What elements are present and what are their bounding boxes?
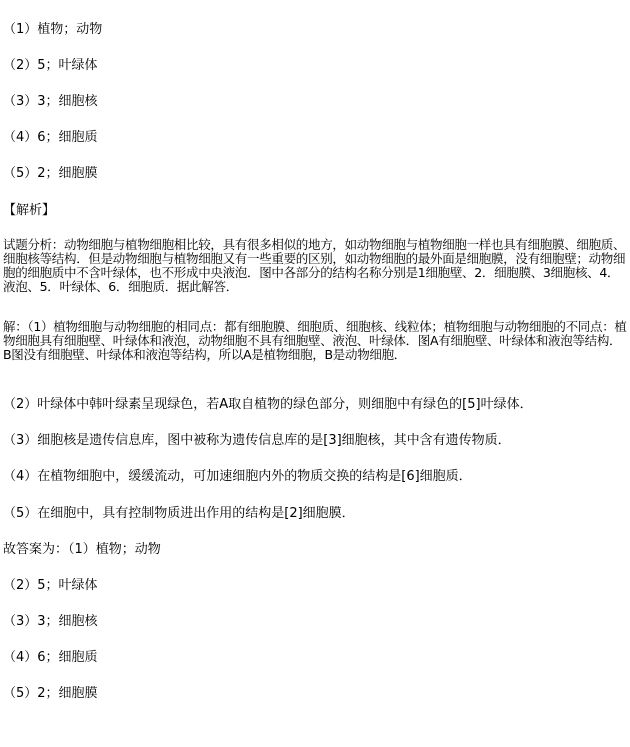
answer-line-5: （5）2；细胞膜	[3, 166, 98, 181]
analysis-heading: 【解析】	[3, 203, 56, 218]
answer-line-4: （4）6；细胞质	[3, 130, 98, 145]
final-answer-2: （2）5；叶绿体	[3, 578, 98, 593]
final-answer-3: （3）3；细胞核	[3, 614, 98, 629]
answer-line-3: （3）3；细胞核	[3, 94, 98, 109]
final-answer-5: （5）2；细胞膜	[3, 686, 98, 701]
solution-item-5: （5）在细胞中，具有控制物质进出作用的结构是[2]细胞膜．	[3, 506, 355, 521]
solution-item-3: （3）细胞核是遗传信息库，图中被称为遗传信息库的是[3]细胞核，其中含有遗传物质．	[3, 433, 511, 448]
solution-item-4: （4）在植物细胞中，缓缓流动，可加速细胞内外的物质交换的结构是[6]细胞质．	[3, 469, 472, 484]
final-answer-intro: 故答案为：（1）植物；动物	[3, 542, 161, 557]
final-answer-4: （4）6；细胞质	[3, 650, 98, 665]
analysis-paragraph: 试题分析：动物细胞与植物细胞相比较，具有很多相似的地方，如动物细胞与植物细胞一样也具有细胞膜、细胞质、细胞核等结构．但是动物细胞与植物细胞又有一些重要的区别，如动物细胞的最外面是细胞膜，没有细胞壁；动物细胞的细胞质中不含叶绿体，也不形成中央液泡．图中各部分的结构名称分别是1细胞壁、2．细胞膜、3细胞核、4．液泡、5．叶绿体、6．细胞质．据此解答．	[3, 237, 626, 294]
solution-paragraph: 解：（1）植物细胞与动物细胞的相同点：都有细胞膜、细胞质、细胞核、线粒体；植物细胞与动物细胞的不同点：植物细胞具有细胞壁、叶绿体和液泡，动物细胞不具有细胞壁、液泡、叶绿体．图A有细胞壁、叶绿体和液泡等结构．B图没有细胞壁、叶绿体和液泡等结构，所以A是植物细胞，B是动物细胞．	[3, 319, 627, 362]
answer-line-1: （1）植物；动物	[3, 22, 103, 37]
solution-item-2: （2）叶绿体中韩叶绿素呈现绿色，若A取自植物的绿色部分，则细胞中有绿色的[5]叶绿体．	[3, 397, 533, 412]
answer-line-2: （2）5；叶绿体	[3, 58, 98, 73]
